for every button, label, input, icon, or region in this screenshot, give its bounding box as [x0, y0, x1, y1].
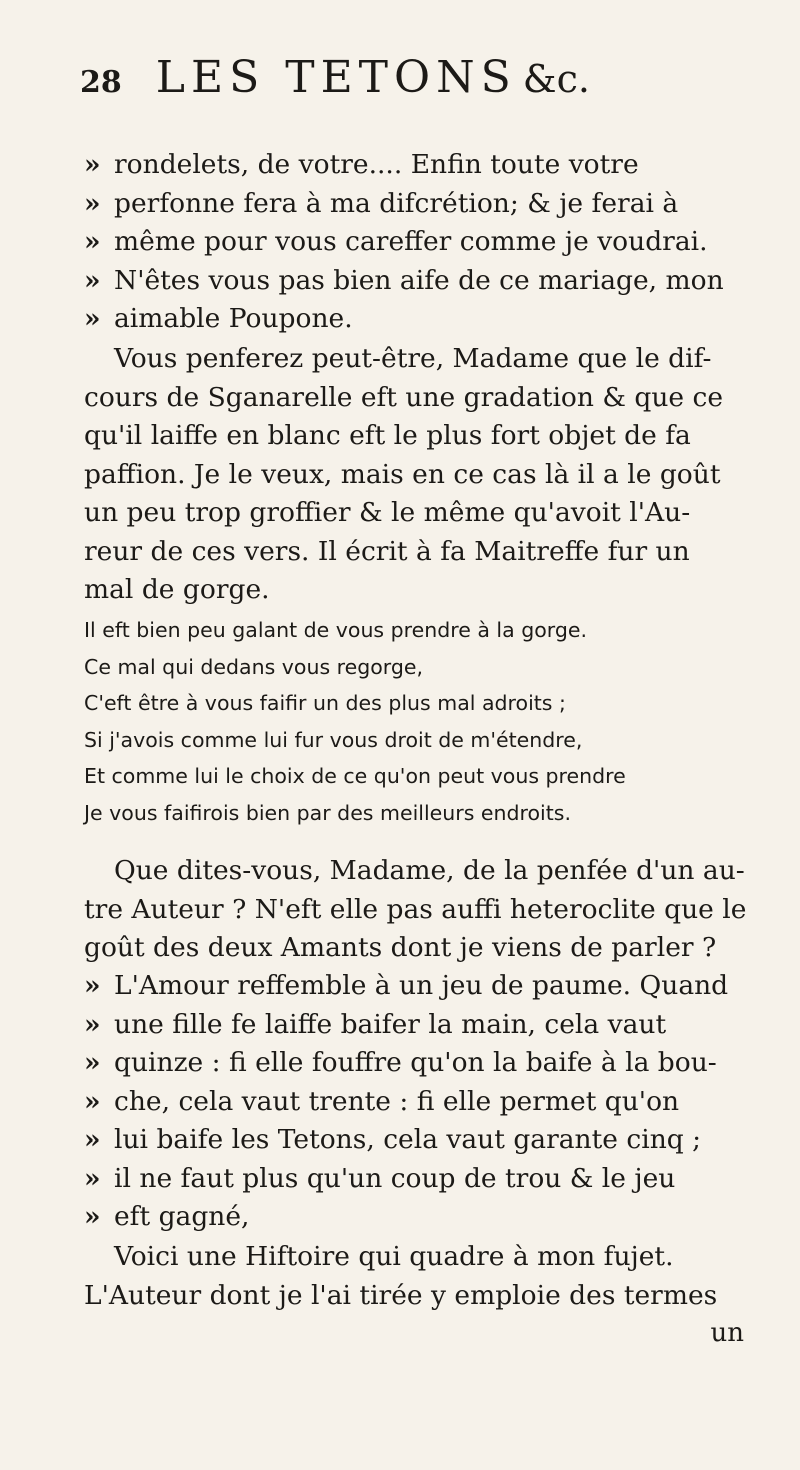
verse-line: Si j'avois comme lui fur vous droit de m'étendre,	[84, 727, 583, 752]
quote-mark: »	[84, 1124, 101, 1155]
quote-text: aimable Poupone.	[114, 303, 353, 334]
quote-text: rondelets, de votre.... Enfin toute votre	[114, 149, 639, 180]
quote-text: une fille fe laiffe baifer la main, cela vaut	[114, 1008, 667, 1040]
quote-line	[84, 262, 774, 301]
quote-text: perfonne fera à ma difcrétion; & je ferai à	[114, 187, 679, 219]
quote-text: même pour vous careffer comme je voudrai.	[114, 226, 708, 257]
paragraph-line: L'Auteur dont je l'ai tirée y emploie des termes	[84, 1279, 718, 1311]
quote-mark: »	[84, 226, 101, 257]
quote-text: eft gagné,	[114, 1201, 250, 1232]
paragraph-line: Voici une Hiftoire qui quadre à mon fujet.	[114, 1241, 674, 1272]
paragraph-line: reur de ces vers. Il écrit à fa Maitreffe fur un	[84, 535, 690, 567]
quote-mark: »	[84, 149, 101, 180]
paragraph-2	[84, 852, 774, 968]
verse-block	[84, 612, 774, 831]
verse-line: Il eft bien peu galant de vous prendre à la gorge.	[84, 618, 587, 642]
quote-line	[84, 185, 774, 224]
quote-line	[84, 1121, 774, 1160]
page-number: 28	[80, 65, 122, 100]
quote-line	[84, 967, 774, 1006]
quote-line	[84, 1006, 774, 1045]
quote-text: che, cela vaut trente : fi elle permet qu'on	[114, 1085, 680, 1117]
quote-block-1	[84, 146, 774, 339]
quote-block-2	[84, 967, 774, 1237]
paragraph-line: mal de gorge.	[84, 574, 270, 605]
quote-mark: »	[84, 1008, 101, 1040]
quote-line	[84, 1160, 774, 1199]
quote-mark: »	[84, 970, 101, 1001]
verse-line: Je vous faifirois bien par des meilleurs endroits.	[84, 800, 571, 825]
quote-mark: »	[84, 264, 101, 296]
running-title-etc: &c.	[522, 57, 590, 101]
quote-mark: »	[84, 303, 101, 334]
paragraph-line: cours de Sganarelle eft une gradation & que ce	[84, 381, 724, 413]
quote-text: il ne faut plus qu'un coup de trou & le jeu	[114, 1162, 676, 1194]
quote-mark: »	[84, 1162, 101, 1194]
quote-mark: »	[84, 1201, 101, 1232]
running-title-text: LES TETONS	[155, 52, 517, 103]
running-title	[156, 52, 590, 103]
paragraph-1	[84, 340, 774, 610]
paragraph-line: paffion. Je le veux, mais en ce cas là il a le goût	[84, 458, 721, 490]
verse-line: Ce mal qui dedans vous regorge,	[84, 654, 424, 679]
quote-mark: »	[84, 187, 101, 219]
paragraph-line: goût des deux Amants dont je viens de parler ?	[84, 932, 717, 963]
quote-text: N'êtes vous pas bien aife de ce mariage, mon	[114, 264, 724, 296]
quote-line	[84, 223, 774, 262]
paragraph-line: Que dites-vous, Madame, de la penfée d'un au-	[114, 855, 745, 886]
paragraph-line: un peu trop groffier & le même qu'avoit l'Au-	[84, 497, 691, 528]
quote-text: quinze : fi elle fouffre qu'on la baife à la bou-	[114, 1047, 717, 1078]
paragraph-line: tre Auteur ? N'eft elle pas auffi heteroclite que le	[84, 893, 747, 925]
paragraph-line: qu'il laiffe en blanc eft le plus fort objet de fa	[84, 420, 691, 451]
quote-mark: »	[84, 1085, 101, 1117]
quote-text: lui baife les Tetons, cela vaut garante cinq ;	[114, 1124, 702, 1155]
quote-line	[84, 1083, 774, 1122]
verse-line: Et comme lui le choix de ce qu'on peut vous prendre	[84, 764, 626, 788]
quote-line	[84, 1198, 774, 1237]
verse-line: C'eft être à vous faifir un des plus mal adroits ;	[84, 691, 566, 715]
paragraph-line: Vous penferez peut-être, Madame que le dif-	[114, 343, 712, 374]
quote-line	[84, 1044, 774, 1083]
catchword: un	[710, 1318, 744, 1348]
quote-line	[84, 300, 774, 339]
quote-text: L'Amour reffemble à un jeu de paume. Quand	[114, 970, 729, 1001]
running-header	[80, 52, 760, 103]
quote-mark: »	[84, 1047, 101, 1078]
paragraph-3	[84, 1238, 774, 1315]
quote-line	[84, 146, 774, 185]
